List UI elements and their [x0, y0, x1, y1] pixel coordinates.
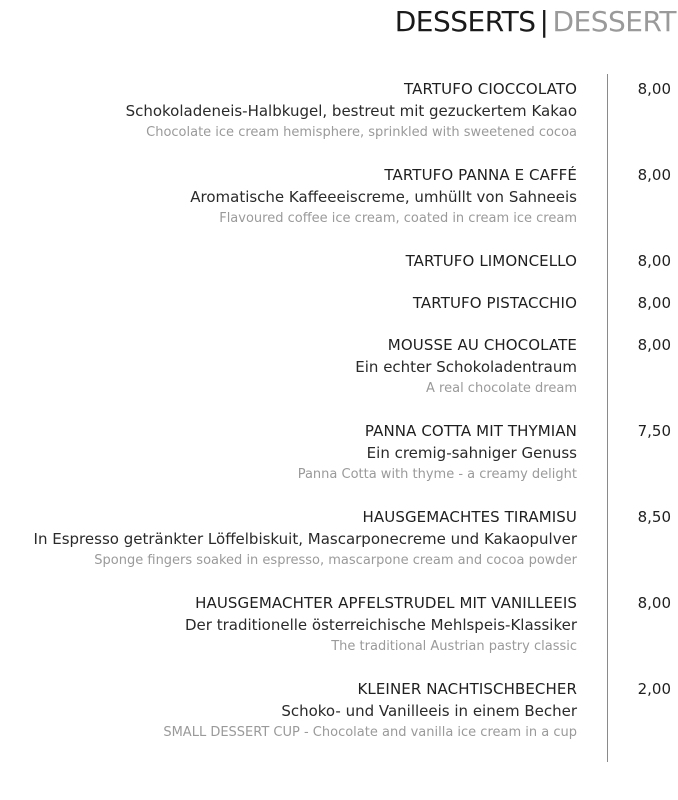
- item-description-german: Der traditionelle österreichische Mehlspeis-Klassiker: [184, 616, 577, 634]
- item-price: 8,00: [637, 336, 671, 354]
- item-price: 8,00: [637, 294, 671, 312]
- item-description-german: Schokoladeneis-Halbkugel, bestreut mit gezuckertem Kakao: [125, 102, 577, 120]
- item-price: 8,00: [637, 594, 671, 612]
- item-price: 8,50: [637, 508, 671, 526]
- item-name: MOUSSE AU CHOCOLATE: [387, 336, 577, 354]
- item-name: TARTUFO LIMONCELLO: [405, 252, 577, 270]
- title-separator: |: [539, 5, 549, 38]
- item-description-german: Schoko- und Vanilleeis in einem Becher: [281, 702, 577, 720]
- item-name: TARTUFO PISTACCHIO: [412, 294, 577, 312]
- item-description-english: Panna Cotta with thyme - a creamy delight: [297, 467, 577, 482]
- item-name: TARTUFO PANNA E CAFFÉ: [384, 166, 577, 184]
- item-price: 2,00: [637, 680, 671, 698]
- item-name: KLEINER NACHTISCHBECHER: [357, 680, 577, 698]
- item-name: HAUSGEMACHTES TIRAMISU: [362, 508, 577, 526]
- item-name: PANNA COTTA MIT THYMIAN: [364, 422, 577, 440]
- item-price: 7,50: [637, 422, 671, 440]
- title-german: DESSERTS: [394, 5, 536, 38]
- item-description-english: SMALL DESSERT CUP - Chocolate and vanilla ice cream in a cup: [163, 725, 577, 740]
- item-name: HAUSGEMACHTER APFELSTRUDEL MIT VANILLEEIS: [195, 594, 577, 612]
- item-description-german: Aromatische Kaffeeeiscreme, umhüllt von Sahneeis: [190, 188, 577, 206]
- item-price: 8,00: [637, 166, 671, 184]
- page-title: [395, 4, 676, 40]
- item-description-german: In Espresso getränkter Löffelbiskuit, Mascarponecreme und Kakaopulver: [33, 530, 577, 548]
- title-english: DESSERT: [552, 5, 676, 38]
- item-description-english: Sponge fingers soaked in espresso, mascarpone cream and cocoa powder: [94, 553, 577, 568]
- item-description-german: Ein cremig-sahniger Genuss: [366, 444, 577, 462]
- item-description-english: Chocolate ice cream hemisphere, sprinkled with sweetened cocoa: [146, 125, 577, 140]
- item-description-english: A real chocolate dream: [426, 381, 577, 396]
- item-description-german: Ein echter Schokoladentraum: [355, 358, 577, 376]
- item-price: 8,00: [637, 252, 671, 270]
- item-description-english: The traditional Austrian pastry classic: [331, 639, 577, 654]
- item-description-english: Flavoured coffee ice cream, coated in cream ice cream: [219, 211, 577, 226]
- column-divider: [607, 74, 608, 762]
- item-price: 8,00: [637, 80, 671, 98]
- item-name: TARTUFO CIOCCOLATO: [404, 80, 577, 98]
